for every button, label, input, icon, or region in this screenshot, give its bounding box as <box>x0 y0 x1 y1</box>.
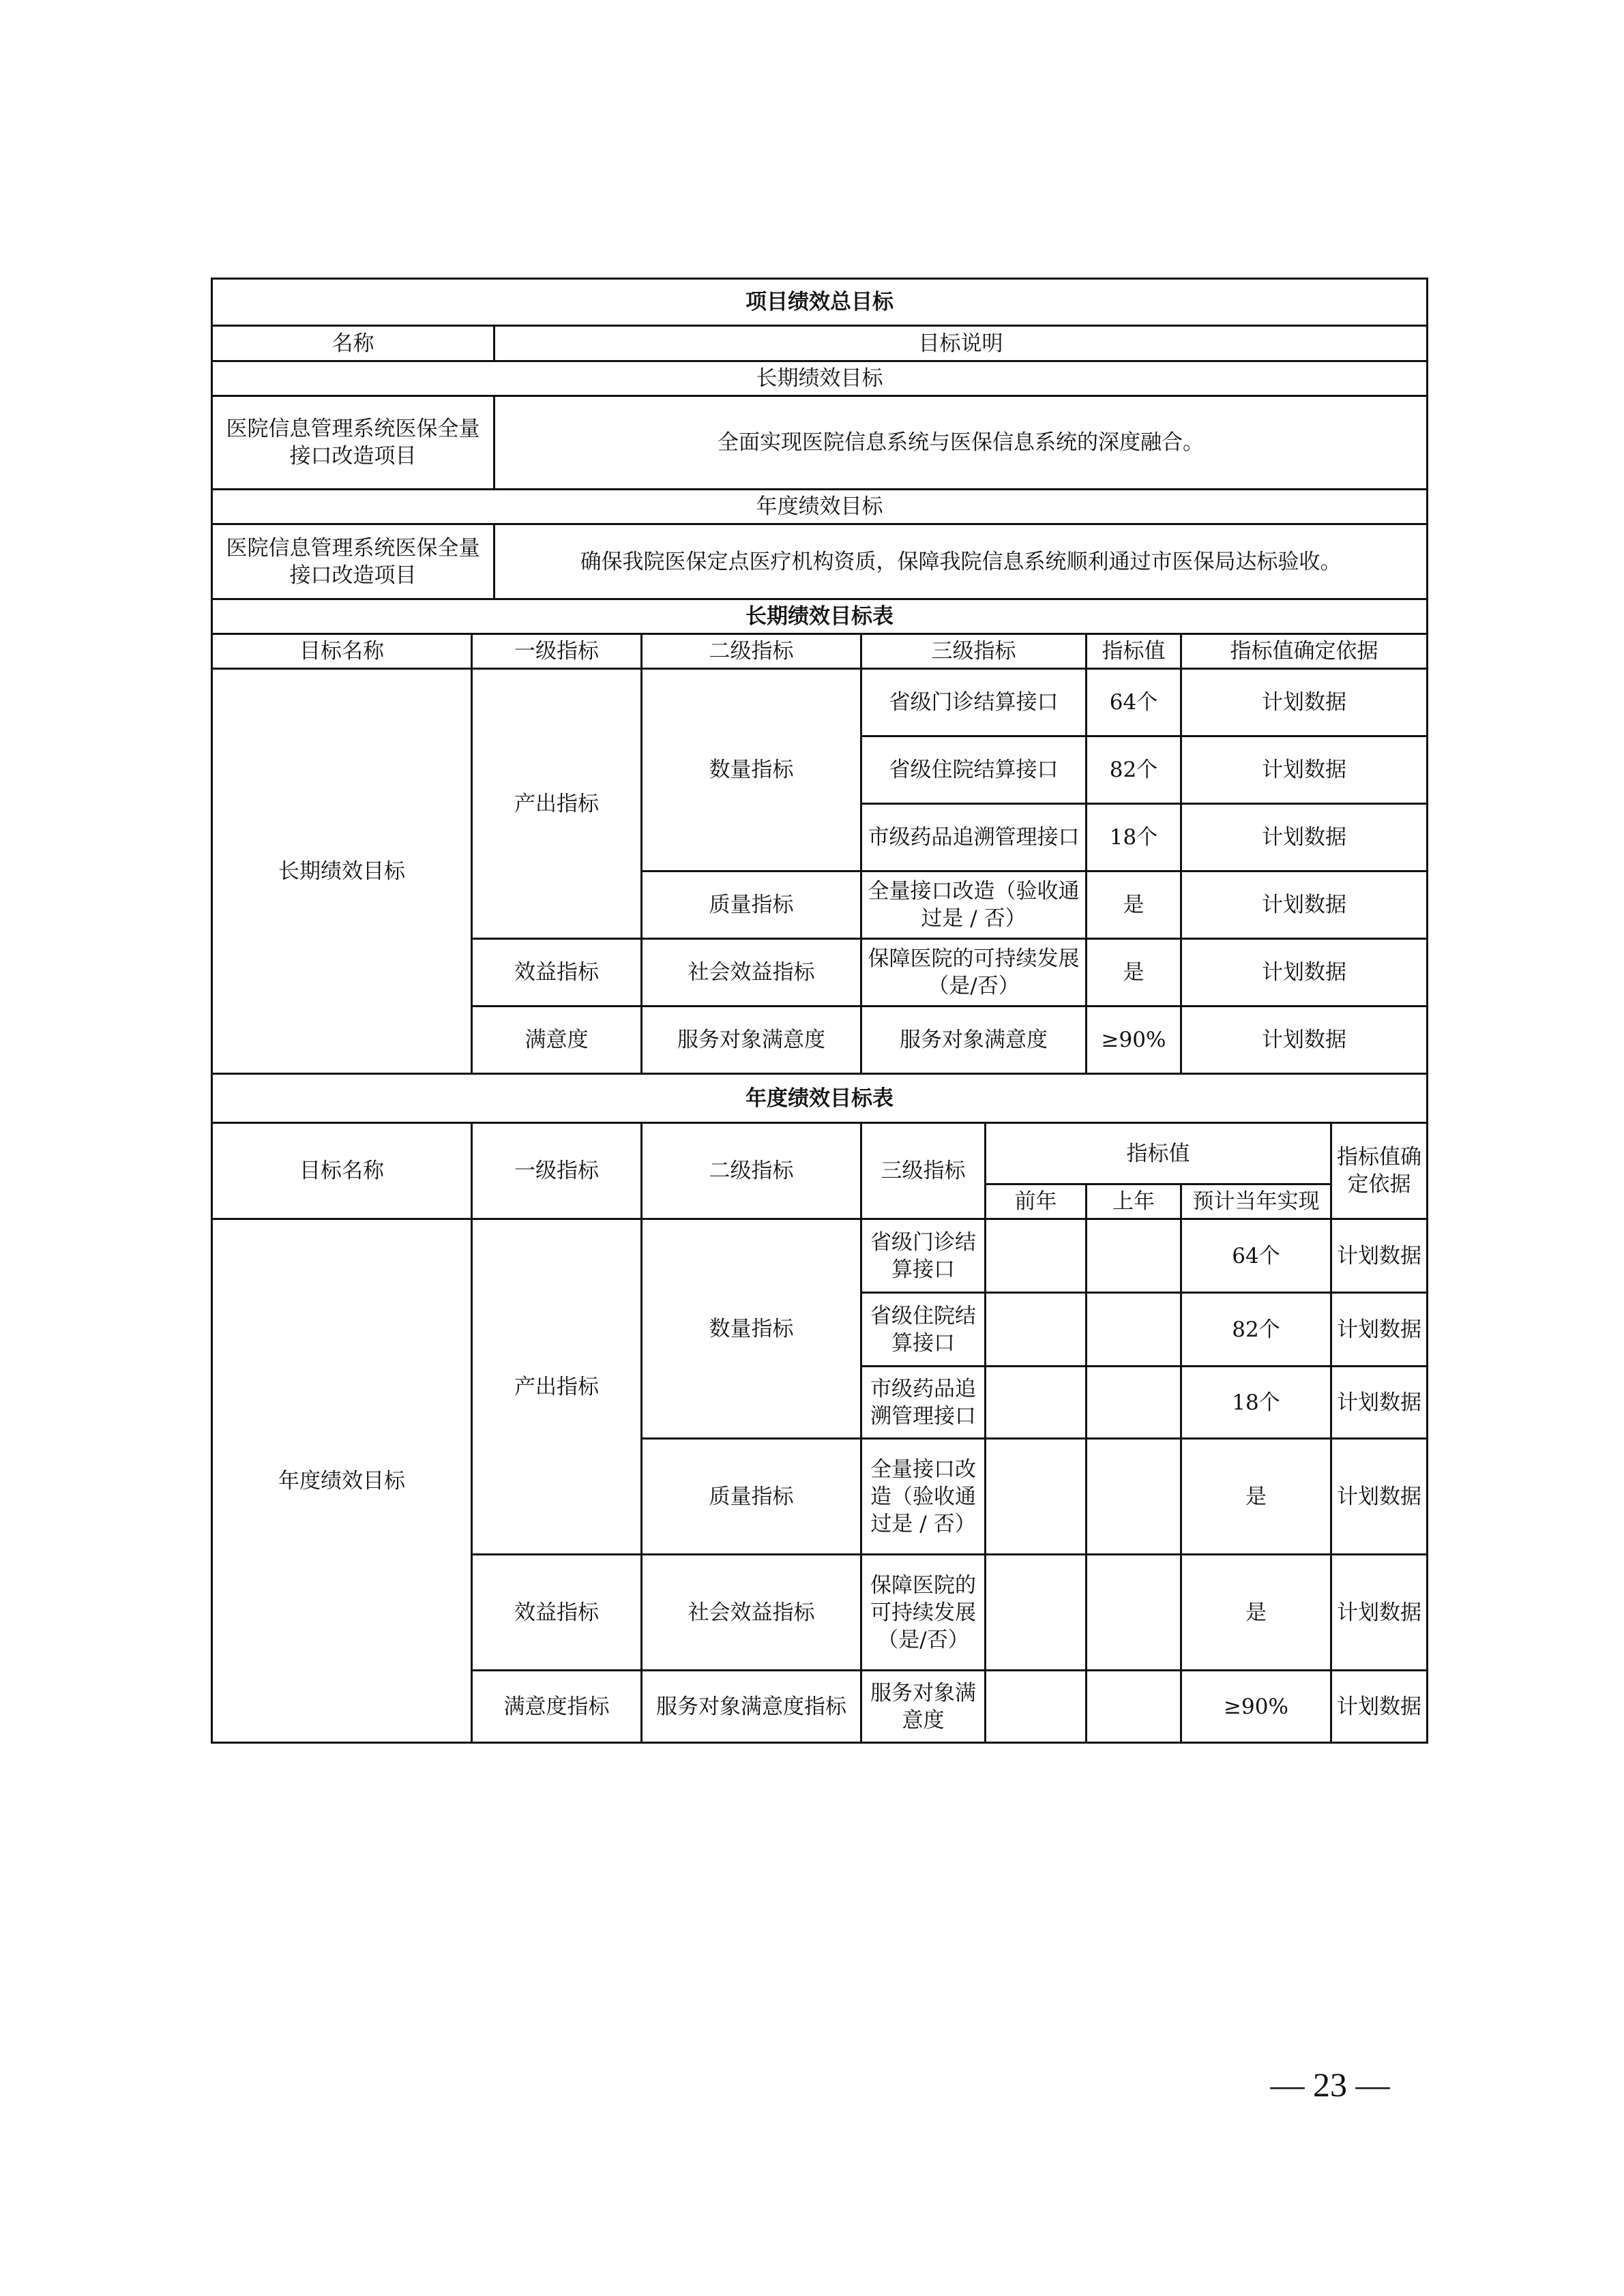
long-row-basis: 计划数据 <box>1181 804 1428 871</box>
long-header-goal-name: 目标名称 <box>212 634 472 669</box>
annual-row-expected: ≥90% <box>1181 1671 1331 1743</box>
annual-row-prev-year <box>986 1219 1087 1293</box>
long-row-value: 18个 <box>1087 804 1181 871</box>
long-header-level1: 一级指标 <box>472 634 642 669</box>
long-row-basis: 计划数据 <box>1181 736 1428 804</box>
annual-level1-benefit: 效益指标 <box>472 1555 642 1671</box>
annual-row-expected: 82个 <box>1181 1293 1331 1367</box>
annual-row-prev-year <box>986 1367 1087 1439</box>
annual-row-last-year <box>1087 1293 1181 1367</box>
annual-table-title: 年度绩效目标表 <box>212 1074 1428 1123</box>
annual-row-last-year <box>1087 1671 1181 1743</box>
annual-header-level3: 三级指标 <box>861 1123 986 1219</box>
annual-header-last-year: 上年 <box>1087 1184 1181 1219</box>
annual-row-basis: 计划数据 <box>1331 1293 1428 1367</box>
annual-row-prev-year <box>986 1439 1087 1555</box>
annual-goal-name: 年度绩效目标 <box>212 1219 472 1743</box>
annual-goal-desc: 确保我院医保定点医疗机构资质，保障我院信息系统顺利通过市医保局达标验收。 <box>494 524 1428 599</box>
annual-row-prev-year <box>986 1555 1087 1671</box>
annual-row-basis: 计划数据 <box>1331 1555 1428 1671</box>
annual-row-basis: 计划数据 <box>1331 1219 1428 1293</box>
long-row-basis: 计划数据 <box>1181 1007 1428 1074</box>
long-header-level2: 二级指标 <box>642 634 861 669</box>
long-row-value: 是 <box>1087 871 1181 939</box>
annual-row-prev-year <box>986 1293 1087 1367</box>
long-level2-quality: 质量指标 <box>642 871 861 939</box>
long-row-level3: 省级门诊结算接口 <box>861 669 1087 736</box>
annual-level2-quality: 质量指标 <box>642 1439 861 1555</box>
annual-header-expected: 预计当年实现 <box>1181 1184 1331 1219</box>
annual-row-prev-year <box>986 1671 1087 1743</box>
annual-row-last-year <box>1087 1439 1181 1555</box>
annual-project-name: 医院信息管理系统医保全量接口改造项目 <box>212 524 494 599</box>
annual-level2-service: 服务对象满意度指标 <box>642 1671 861 1743</box>
page-number: — 23 — <box>1270 2066 1390 2104</box>
long-row-value: 是 <box>1087 939 1181 1007</box>
annual-row-expected: 是 <box>1181 1555 1331 1671</box>
performance-goal-table <box>211 278 1428 1744</box>
long-row-level3: 服务对象满意度 <box>861 1007 1087 1074</box>
annual-row-level3: 服务对象满意度 <box>861 1671 986 1743</box>
annual-level2-quantity: 数量指标 <box>642 1219 861 1439</box>
long-row-value: 64个 <box>1087 669 1181 736</box>
long-row-basis: 计划数据 <box>1181 669 1428 736</box>
long-level1-output: 产出指标 <box>472 669 642 939</box>
annual-row-basis: 计划数据 <box>1331 1367 1428 1439</box>
annual-row-last-year <box>1087 1367 1181 1439</box>
long-row-level3: 全量接口改造（验收通过是 / 否） <box>861 871 1087 939</box>
annual-header-prev-year: 前年 <box>986 1184 1087 1219</box>
long-goal-name: 长期绩效目标 <box>212 669 472 1074</box>
long-level1-benefit: 效益指标 <box>472 939 642 1007</box>
annual-section-label: 年度绩效目标 <box>212 490 1428 524</box>
annual-row-last-year <box>1087 1219 1181 1293</box>
annual-row-basis: 计划数据 <box>1331 1439 1428 1555</box>
annual-header-level2: 二级指标 <box>642 1123 861 1219</box>
long-row-level3: 省级住院结算接口 <box>861 736 1087 804</box>
summary-title: 项目绩效总目标 <box>212 279 1428 326</box>
long-level1-satisfaction: 满意度 <box>472 1007 642 1074</box>
annual-header-level1: 一级指标 <box>472 1123 642 1219</box>
annual-row-last-year <box>1087 1555 1181 1671</box>
long-row-basis: 计划数据 <box>1181 871 1428 939</box>
summary-header-name: 名称 <box>212 326 494 361</box>
annual-level2-social: 社会效益指标 <box>642 1555 861 1671</box>
annual-header-value: 指标值 <box>986 1123 1331 1184</box>
annual-level1-output: 产出指标 <box>472 1219 642 1555</box>
long-row-value: ≥90% <box>1087 1007 1181 1074</box>
long-header-basis: 指标值确定依据 <box>1181 634 1428 669</box>
long-header-value: 指标值 <box>1087 634 1181 669</box>
long-row-value: 82个 <box>1087 736 1181 804</box>
summary-header-desc: 目标说明 <box>494 326 1428 361</box>
annual-row-expected: 是 <box>1181 1439 1331 1555</box>
annual-row-level3: 省级住院结算接口 <box>861 1293 986 1367</box>
long-term-section-label: 长期绩效目标 <box>212 361 1428 396</box>
long-level2-service: 服务对象满意度 <box>642 1007 861 1074</box>
long-term-project-name: 医院信息管理系统医保全量接口改造项目 <box>212 396 494 490</box>
annual-level1-satisfaction: 满意度指标 <box>472 1671 642 1743</box>
annual-header-goal-name: 目标名称 <box>212 1123 472 1219</box>
long-term-goal-desc: 全面实现医院信息系统与医保信息系统的深度融合。 <box>494 396 1428 490</box>
annual-row-level3: 市级药品追溯管理接口 <box>861 1367 986 1439</box>
long-row-basis: 计划数据 <box>1181 939 1428 1007</box>
annual-row-expected: 18个 <box>1181 1367 1331 1439</box>
long-row-level3: 市级药品追溯管理接口 <box>861 804 1087 871</box>
annual-row-level3: 全量接口改造（验收通过是 / 否） <box>861 1439 986 1555</box>
annual-header-basis: 指标值确定依据 <box>1331 1123 1428 1219</box>
long-row-level3: 保障医院的可持续发展（是/否） <box>861 939 1087 1007</box>
annual-row-level3: 保障医院的可持续发展（是/否） <box>861 1555 986 1671</box>
annual-row-expected: 64个 <box>1181 1219 1331 1293</box>
long-table-title: 长期绩效目标表 <box>212 599 1428 634</box>
annual-row-level3: 省级门诊结算接口 <box>861 1219 986 1293</box>
long-header-level3: 三级指标 <box>861 634 1087 669</box>
annual-row-basis: 计划数据 <box>1331 1671 1428 1743</box>
long-level2-quantity: 数量指标 <box>642 669 861 871</box>
long-level2-social: 社会效益指标 <box>642 939 861 1007</box>
